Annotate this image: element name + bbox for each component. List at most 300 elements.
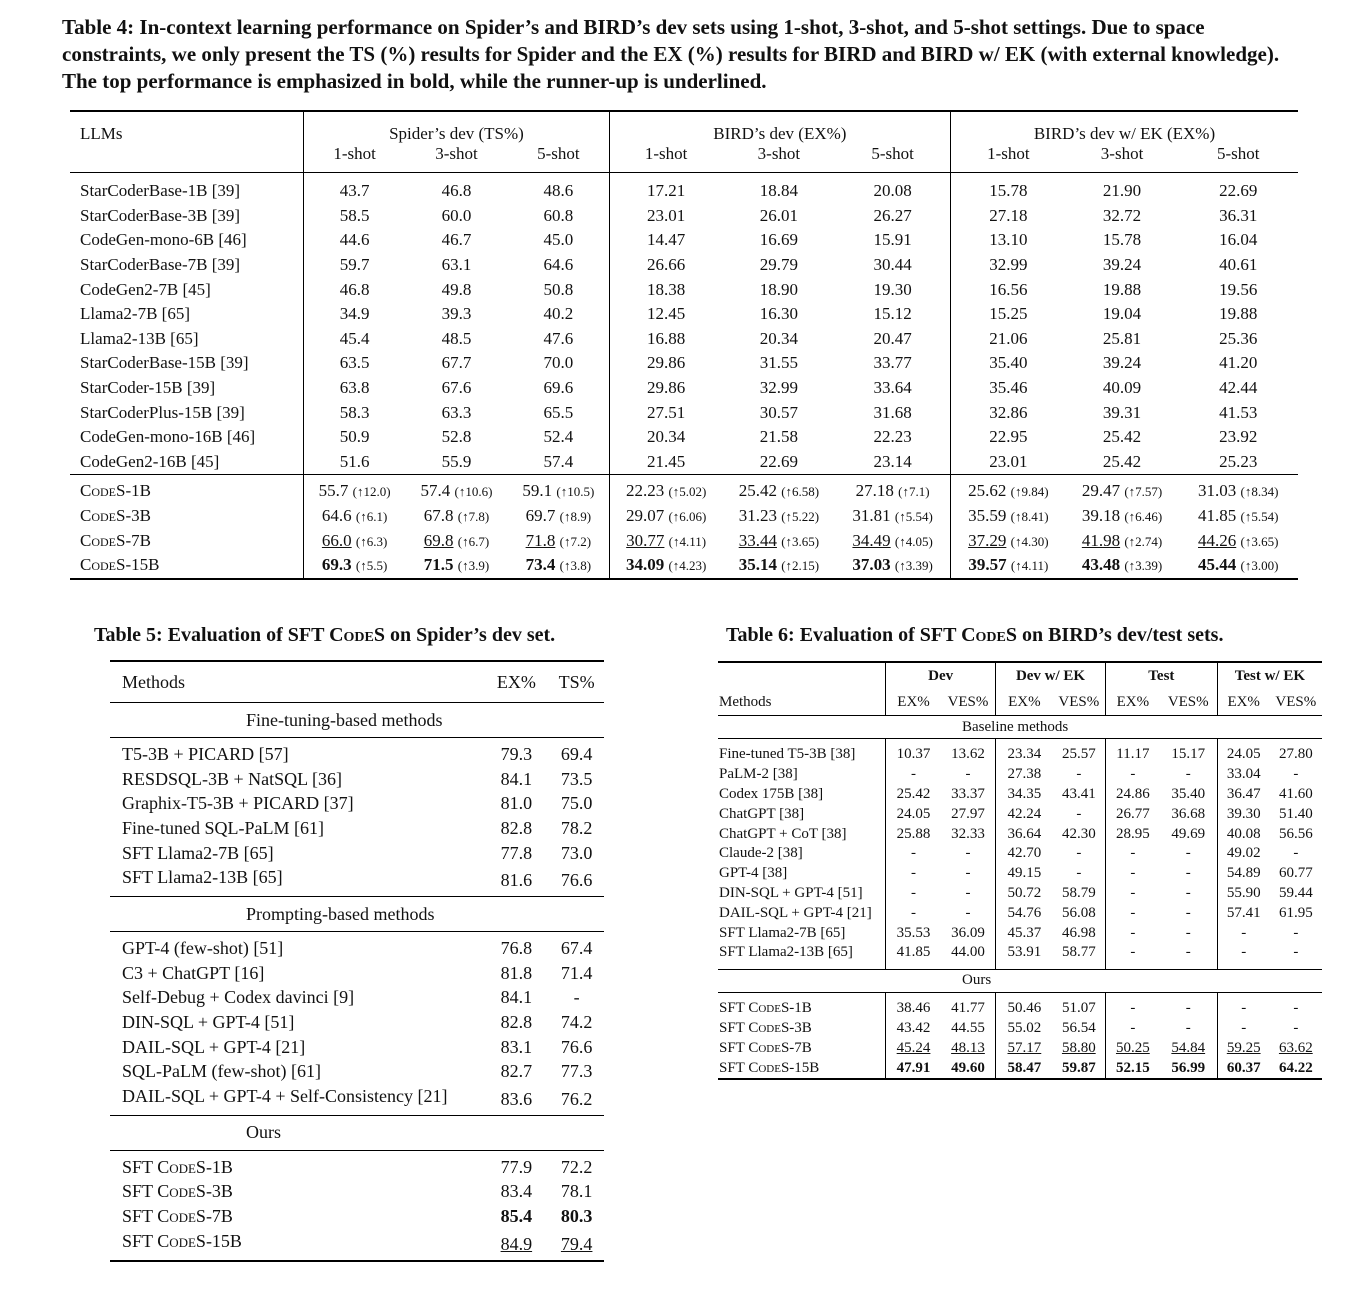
table-row: [718, 943, 1322, 963]
metric-header: VES%: [947, 693, 989, 710]
model-name: Llama2-7B [65]: [80, 304, 190, 324]
shot-header: 5-shot: [537, 144, 580, 163]
cell: 29.86: [609, 376, 722, 401]
ts-cell: 72.2: [560, 1156, 593, 1177]
table-row: [718, 1038, 1322, 1058]
cell: 48.5: [441, 328, 472, 348]
table-row: [70, 528, 1298, 553]
cell: 49.8: [441, 279, 472, 299]
table-row: [718, 864, 1322, 884]
method-name: GPT-4 (few-shot) [51]: [122, 937, 284, 958]
cell: 60.0: [441, 205, 472, 225]
table-row: [70, 277, 1298, 302]
cell: 34.49 (↑4.05): [852, 530, 933, 550]
cell: 44.00: [951, 944, 985, 961]
cell: 52.8: [441, 427, 472, 447]
method-name: SFT Llama2-13B [65]: [719, 944, 853, 961]
cell: 32.99: [759, 378, 799, 398]
cell: 49.02: [1217, 844, 1269, 864]
cell: -: [1105, 903, 1159, 923]
cell: 25.62 (↑9.84): [950, 479, 1065, 504]
cell: -: [1105, 884, 1159, 904]
cell: 24.05: [1217, 745, 1269, 765]
cell: 44.26 (↑3.65): [1198, 530, 1279, 550]
cell: -: [1185, 845, 1191, 862]
table-row: [718, 884, 1322, 904]
metric-header: EX%: [1217, 689, 1269, 716]
method-name: RESDSQL-3B + NatSQL [36]: [122, 768, 342, 789]
cell: 36.68: [1171, 805, 1206, 822]
model-name: CodeGen-mono-6B [46]: [80, 230, 247, 250]
ts-cell: -: [573, 987, 580, 1008]
delta: (↑3.65): [1240, 533, 1279, 549]
section-title: Ours: [962, 972, 992, 989]
cell: 21.58: [759, 427, 799, 447]
cell: 59.44: [1278, 884, 1313, 901]
cell: -: [1185, 1000, 1191, 1017]
table-row: [70, 302, 1298, 327]
ts-cell: 67.4: [560, 937, 593, 958]
blank-cell: [718, 662, 886, 689]
delta: (↑12.0): [352, 484, 391, 500]
delta: (↑3.39): [894, 558, 933, 574]
table4: [70, 110, 1298, 580]
cell: -: [1217, 999, 1269, 1019]
cell: 27.80: [1278, 746, 1313, 763]
ts-cell: 74.2: [560, 1012, 593, 1033]
cell: 49.60: [951, 1059, 985, 1076]
cell: 38.46: [886, 999, 941, 1019]
ts-cell: 77.3: [560, 1061, 593, 1082]
cell: -: [886, 884, 941, 904]
cell: 36.09: [951, 924, 985, 941]
cell: 43.48 (↑3.39): [1081, 555, 1163, 575]
cell: 40.61: [1219, 255, 1258, 275]
delta: (↑7.57): [1124, 484, 1163, 500]
cell: 58.80: [1061, 1039, 1096, 1056]
cell: 31.55: [759, 353, 799, 373]
table-row: [110, 1180, 604, 1205]
cell: 45.0: [543, 230, 574, 250]
method-name: ChatGPT + CoT [38]: [719, 825, 847, 842]
model-name: StarCoderBase-15B [39]: [80, 353, 249, 373]
cell: 39.24: [1102, 353, 1142, 373]
method-name: SFT CodeS-3B: [719, 1019, 812, 1036]
cell: 43.41: [1061, 785, 1096, 802]
ts-cell: 69.4: [560, 743, 593, 764]
table-row: [70, 504, 1298, 529]
cell: 27.18 (↑7.1): [855, 481, 930, 501]
metric-header: EX%: [886, 689, 941, 716]
section-title: Ours: [246, 1122, 281, 1143]
ts-cell: 76.2: [560, 1089, 593, 1110]
table-row: [70, 327, 1298, 352]
ts-cell: 73.5: [560, 768, 593, 789]
cell: 35.59 (↑8.41): [950, 504, 1065, 529]
cell: 46.8: [441, 181, 472, 201]
method-name: ChatGPT [38]: [719, 805, 805, 822]
cell: 50.9: [304, 425, 405, 450]
cell: 45.4: [304, 327, 405, 352]
cell: 29.47 (↑7.57): [1081, 481, 1163, 501]
delta: (↑3.39): [1124, 558, 1163, 574]
model-name: StarCoderBase-1B [39]: [80, 181, 241, 201]
cell: 63.8: [304, 376, 405, 401]
cell: 25.42: [886, 785, 941, 805]
method-name: DAIL-SQL + GPT-4 [21]: [122, 1036, 306, 1057]
cell: 70.0: [543, 353, 574, 373]
delta: (↑6.1): [355, 509, 388, 525]
cell: 32.33: [951, 825, 985, 842]
methods-header: Methods: [719, 693, 772, 710]
table-row: [110, 816, 604, 841]
cell: 30.44: [873, 255, 912, 275]
method-name: SFT CodeS-15B: [122, 1230, 242, 1251]
cell: 54.89: [1217, 864, 1269, 884]
cell: 20.47: [873, 328, 912, 348]
cell: 25.88: [886, 824, 941, 844]
cell: -: [1185, 1019, 1191, 1036]
method-name: C3 + ChatGPT [16]: [122, 962, 265, 983]
table-row: [70, 204, 1298, 229]
cell: 23.34: [996, 745, 1053, 765]
delta: (↑6.3): [355, 533, 388, 549]
cell: 23.14: [873, 451, 912, 471]
shot-header: 5-shot: [871, 144, 914, 163]
delta: (↑4.30): [1010, 533, 1049, 549]
ts-header: TS%: [558, 671, 595, 692]
cell: 35.53: [886, 923, 941, 943]
cell: 33.04: [1217, 765, 1269, 785]
cell: 44.6: [304, 228, 405, 253]
cell: 64.6 (↑6.1): [304, 504, 405, 529]
cell: 58.3: [304, 400, 405, 425]
ts-cell: 71.4: [560, 962, 593, 983]
method-name: DIN-SQL + GPT-4 [51]: [122, 1012, 295, 1033]
cell: 59.87: [1061, 1059, 1096, 1076]
table-row: [718, 1019, 1322, 1039]
delta: (↑6.46): [1124, 509, 1163, 525]
delta: (↑8.34): [1240, 484, 1279, 500]
table-row: [718, 745, 1322, 765]
cell: -: [1105, 1019, 1159, 1039]
delta: (↑6.58): [781, 484, 820, 500]
cell: 39.3: [441, 304, 472, 324]
cell: 63.5: [304, 351, 405, 376]
ex-cell: 81.6: [500, 870, 533, 891]
cell: -: [1293, 845, 1299, 862]
cell: 15.17: [1171, 746, 1206, 763]
cell: 23.92: [1219, 427, 1258, 447]
delta: (↑10.5): [556, 484, 595, 500]
cell: 61.95: [1278, 904, 1313, 921]
table-row: [70, 400, 1298, 425]
cell: -: [1105, 844, 1159, 864]
cell: 34.09 (↑4.23): [609, 553, 722, 579]
cell: 57.17: [996, 1038, 1053, 1058]
cell: 45.24: [886, 1038, 941, 1058]
table-row: [110, 841, 604, 866]
cell: 29.86: [609, 351, 722, 376]
cell: -: [1185, 865, 1191, 882]
cell: 56.99: [1171, 1059, 1206, 1076]
delta: (↑9.84): [1010, 484, 1049, 500]
group-header: Test: [1105, 662, 1217, 689]
model-name: StarCoderPlus-15B [39]: [80, 402, 245, 422]
delta: (↑5.54): [894, 509, 933, 525]
ts-cell: 79.4: [560, 1233, 593, 1254]
shot-header: 1-shot: [609, 144, 722, 173]
cell: 37.03 (↑3.39): [852, 555, 933, 575]
ex-cell: 82.7: [500, 1061, 533, 1082]
group-header: Test w/ EK: [1217, 662, 1322, 689]
cell: 71.5 (↑3.9): [423, 555, 490, 575]
cell: 58.77: [1061, 944, 1096, 961]
cell: 26.27: [873, 205, 912, 225]
cell: 39.18 (↑6.46): [1081, 506, 1163, 526]
section-title: Fine-tuning-based methods: [246, 709, 443, 730]
table-row: [70, 425, 1298, 450]
cell: 58.79: [1061, 884, 1096, 901]
cell: 34.9: [304, 302, 405, 327]
cell: 27.97: [951, 805, 985, 822]
cell: 69.8 (↑6.7): [423, 530, 490, 550]
table-row: [110, 961, 604, 986]
cell: 34.35: [996, 785, 1053, 805]
cell: 25.57: [1061, 746, 1096, 763]
cell: 49.69: [1171, 825, 1206, 842]
cell: 26.66: [609, 253, 722, 278]
cell: 65.5: [543, 402, 574, 422]
delta: (↑6.7): [457, 533, 490, 549]
cell: 16.69: [759, 230, 799, 250]
cell: 43.42: [886, 1019, 941, 1039]
method-name: T5-3B + PICARD [57]: [122, 743, 289, 764]
cell: -: [1105, 923, 1159, 943]
cell: -: [1293, 944, 1299, 961]
model-name: CodeGen2-7B [45]: [80, 279, 211, 299]
shot-header: 5-shot: [1216, 144, 1260, 163]
cell: 23.01: [609, 204, 722, 229]
cell: 32.72: [1102, 205, 1142, 225]
group-header: Spider’s dev (TS%): [304, 111, 610, 144]
method-name: SFT Llama2-7B [65]: [719, 924, 846, 941]
cell: 21.06: [950, 327, 1065, 352]
cell: 59.1 (↑10.5): [522, 481, 595, 501]
model-name: StarCoder-15B [39]: [80, 378, 216, 398]
ex-cell: 85.4: [500, 1206, 533, 1227]
delta: (↑10.6): [454, 484, 493, 500]
cell: 25.23: [1219, 451, 1258, 471]
cell: 48.6: [543, 181, 574, 201]
cell: -: [1293, 924, 1299, 941]
cell: -: [1217, 1019, 1269, 1039]
cell: 10.37: [886, 745, 941, 765]
cell: 31.81 (↑5.54): [852, 506, 933, 526]
table-row: [110, 1155, 604, 1180]
cell: 29.79: [759, 255, 799, 275]
ex-cell: 77.8: [500, 842, 533, 863]
cell: 56.56: [1278, 825, 1313, 842]
group-header: BIRD’s dev (EX%): [609, 111, 950, 144]
metric-header: EX%: [996, 689, 1053, 716]
table4-caption: Table 4: In-context learning performance on Spider’s and BIRD’s dev sets using 1-shot, 3-shot, and 5-shot settings. Due to space constraints, we only present the TS (%) results for Spider and the EX (%) results for BIRD and BIRD w/ EK (with external knowledge). The top performance is emphasized in bold, while the runner-up is underlined.: [62, 15, 1280, 93]
cell: -: [1105, 943, 1159, 963]
blank-cell: [70, 144, 304, 173]
cell: 22.23: [873, 427, 912, 447]
table-row: [70, 228, 1298, 253]
cell: 24.86: [1105, 785, 1159, 805]
cell: 67.6: [441, 378, 472, 398]
table-row: [70, 450, 1298, 475]
cell: -: [1185, 766, 1191, 783]
cell: 31.03 (↑8.34): [1198, 481, 1279, 501]
delta: (↑7.8): [457, 509, 490, 525]
cell: -: [886, 765, 941, 785]
cell: 16.04: [1219, 230, 1258, 250]
table-row: [110, 1229, 604, 1261]
cell: -: [965, 766, 971, 783]
cell: 63.3: [441, 402, 472, 422]
cell: 13.10: [950, 228, 1065, 253]
cell: 27.38: [996, 765, 1053, 785]
shot-header: 1-shot: [950, 144, 1065, 173]
cell: -: [1105, 999, 1159, 1019]
method-name: Fine-tuned SQL-PaLM [61]: [122, 817, 324, 838]
cell: 51.40: [1278, 805, 1313, 822]
ex-cell: 77.9: [500, 1156, 533, 1177]
cell: 55.7 (↑12.0): [304, 479, 405, 504]
cell: 15.91: [873, 230, 912, 250]
cell: 15.25: [950, 302, 1065, 327]
ex-cell: 81.0: [500, 793, 533, 814]
cell: 42.70: [996, 844, 1053, 864]
table5-caption: Table 5: Evaluation of SFT CodeS on Spider’s dev set.: [94, 624, 556, 646]
ex-header: EX%: [496, 671, 536, 692]
cell: 16.30: [759, 304, 799, 324]
method-name: GPT-4 [38]: [719, 865, 788, 882]
cell: 18.84: [759, 181, 799, 201]
cell: 21.90: [1102, 181, 1142, 201]
cell: 19.30: [873, 279, 912, 299]
group-header: Dev w/ EK: [996, 662, 1106, 689]
metric-header: EX%: [1105, 689, 1159, 716]
shot-header: 1-shot: [304, 144, 405, 173]
cell: 33.64: [873, 378, 912, 398]
cell: 50.46: [996, 999, 1053, 1019]
delta: (↑3.9): [457, 558, 490, 574]
delta: (↑4.05): [894, 533, 933, 549]
ts-cell: 80.3: [560, 1206, 593, 1227]
cell: 25.36: [1219, 328, 1258, 348]
ts-cell: 75.0: [560, 793, 593, 814]
delta: (↑7.1): [898, 484, 930, 500]
cell: 55.9: [441, 451, 472, 471]
delta: (↑4.11): [1010, 558, 1049, 574]
cell: 20.08: [873, 181, 912, 201]
cell: 41.85 (↑5.54): [1198, 506, 1279, 526]
table-row: [110, 767, 604, 792]
cell: -: [1293, 1019, 1299, 1036]
cell: 25.42: [1102, 451, 1142, 471]
shot-header: 3-shot: [1100, 144, 1144, 163]
cell: 11.17: [1105, 745, 1159, 765]
delta: (↑5.22): [781, 509, 820, 525]
cell: 46.98: [1061, 924, 1096, 941]
cell: 48.13: [951, 1039, 985, 1056]
cell: 19.56: [1219, 279, 1258, 299]
group-header: Dev: [886, 662, 996, 689]
delta: (↑3.8): [559, 558, 592, 574]
cell: 31.68: [873, 402, 912, 422]
cell: 39.57 (↑4.11): [950, 553, 1065, 579]
ts-cell: 73.0: [560, 842, 593, 863]
cell: 36.47: [1217, 785, 1269, 805]
group-header: BIRD’s dev w/ EK (EX%): [950, 111, 1298, 144]
cell: 39.30: [1217, 804, 1269, 824]
ex-cell: 82.8: [500, 817, 533, 838]
cell: -: [1217, 923, 1269, 943]
method-name: SFT Llama2-13B [65]: [122, 867, 283, 888]
cell: 47.91: [886, 1058, 941, 1079]
cell: 41.53: [1219, 402, 1258, 422]
shot-header: 3-shot: [435, 144, 478, 163]
cell: -: [1076, 865, 1082, 882]
cell: 32.99: [950, 253, 1065, 278]
cell: 39.31: [1102, 402, 1142, 422]
cell: -: [1076, 845, 1082, 862]
ex-cell: 83.6: [500, 1089, 533, 1110]
cell: 54.84: [1171, 1039, 1206, 1056]
cell: 27.51: [609, 400, 722, 425]
cell: 33.44 (↑3.65): [738, 530, 820, 550]
metric-header: VES%: [1167, 693, 1209, 710]
cell: 59.25: [1217, 1038, 1269, 1058]
cell: 26.77: [1105, 804, 1159, 824]
cell: 73.4 (↑3.8): [525, 555, 592, 575]
cell: 30.77 (↑4.11): [609, 528, 722, 553]
cell: -: [1293, 766, 1299, 783]
method-name: Claude-2 [38]: [719, 845, 803, 862]
cell: -: [1076, 805, 1082, 822]
cell: 63.1: [441, 255, 472, 275]
cell: 63.62: [1278, 1039, 1313, 1056]
model-name: Llama2-13B [65]: [80, 328, 199, 348]
cell: 67.7: [441, 353, 472, 373]
delta: (↑7.2): [559, 533, 592, 549]
cell: 47.6: [543, 328, 574, 348]
table-row: [70, 253, 1298, 278]
model-name: StarCoderBase-7B [39]: [80, 255, 241, 275]
cell: 20.34: [609, 425, 722, 450]
cell: 50.72: [996, 884, 1053, 904]
table-row: [110, 936, 604, 961]
metric-header: VES%: [1058, 693, 1100, 710]
method-name: SFT CodeS-7B: [122, 1206, 233, 1227]
cell: 21.45: [609, 450, 722, 475]
cell: -: [1185, 884, 1191, 901]
delta: (↑2.74): [1124, 533, 1163, 549]
cell: 16.88: [609, 327, 722, 352]
ex-cell: 84.1: [500, 987, 533, 1008]
cell: 18.38: [609, 277, 722, 302]
metric-header: VES%: [1275, 693, 1317, 710]
model-name: CodeS-1B: [80, 481, 151, 501]
cell: 49.15: [996, 864, 1053, 884]
cell: 39.24: [1102, 255, 1142, 275]
cell: 19.04: [1102, 304, 1142, 324]
cell: 69.3 (↑5.5): [304, 553, 405, 579]
